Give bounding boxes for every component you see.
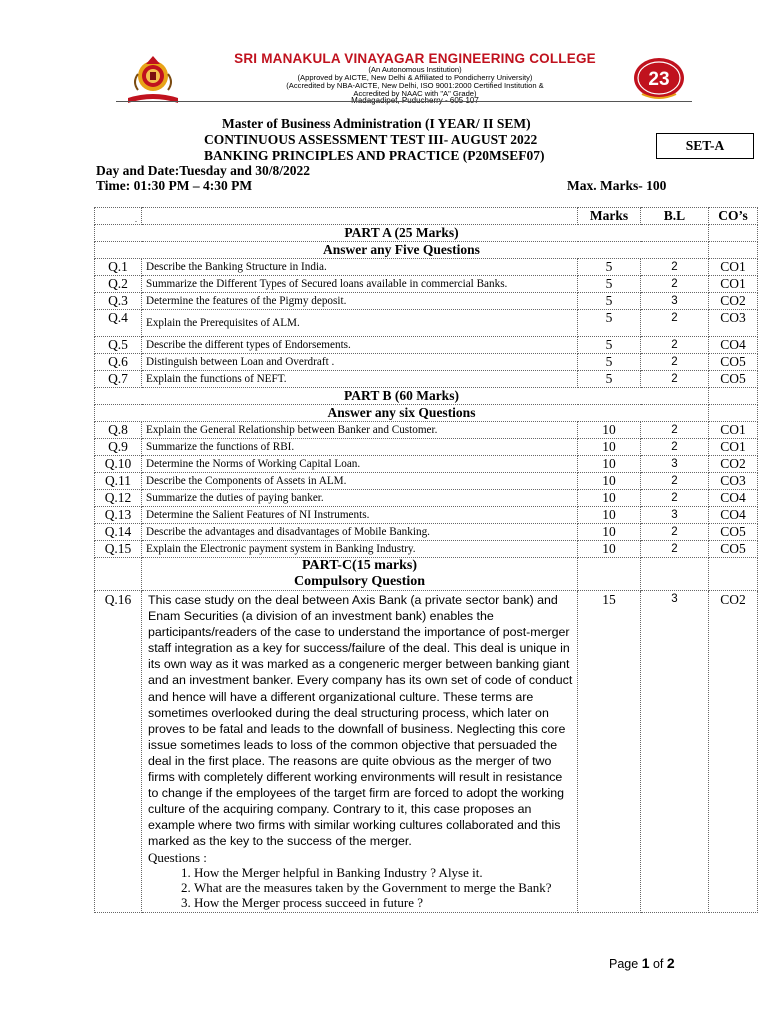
case-study-cell [142,591,578,913]
program-title: Master of Business Administration (I YEAR/ II SEM) [222,116,531,131]
table-row [95,259,758,276]
question-number: Q.15 [95,541,142,558]
table-row [95,507,758,524]
question-co: CO4 [709,337,758,354]
question-co: CO3 [709,473,758,490]
question-bl: 2 [641,524,709,541]
part-a-instruction-row [95,242,758,259]
question-marks: 15 [578,591,641,913]
question-number: Q.11 [95,473,142,490]
header-corner: . [95,208,142,225]
table-row [95,371,758,388]
question-bl: 3 [641,591,709,913]
question-text: Explain the Electronic payment system in Banking Industry. [142,541,578,558]
question-text: Describe the advantages and disadvantages of Mobile Banking. [142,524,578,541]
part-c-title: PART-C(15 marks) [301,558,417,573]
question-bl: 2 [641,276,709,293]
part-a-instruction: Answer any Five Questions [95,242,709,259]
question-table [94,207,758,913]
accreditation-line: (Accredited by NBA-AICTE, New Delhi, ISO 9001:2000 Certified Institution & [286,81,544,90]
question-text: Describe the Components of Assets in ALM. [142,473,578,490]
question-text: Determine the Norms of Working Capital Loan. [142,456,578,473]
question-marks: 10 [578,541,641,558]
day-date: Day and Date:Tuesday and 30/8/2022 [96,163,311,178]
approval-line: (Approved by AICTE, New Delhi & Affiliated to Pondicherry University) [297,73,533,82]
question-co: CO4 [709,490,758,507]
question-text: Explain the Prerequisites of ALM. [142,310,578,337]
anniversary-badge-icon [632,56,686,102]
table-row [95,422,758,439]
question-marks: 10 [578,473,641,490]
table-row [95,473,758,490]
list-item: 2. What are the measures taken by the Government to merge the Bank? [194,880,573,895]
question-text: Describe the different types of Endorsements. [142,337,578,354]
question-bl: 2 [641,371,709,388]
question-number: Q.7 [95,371,142,388]
question-number: Q.2 [95,276,142,293]
question-bl: 2 [641,337,709,354]
question-co: CO5 [709,524,758,541]
question-number: Q.6 [95,354,142,371]
question-text: Summarize the Different Types of Secured loans available in commercial Banks. [142,276,578,293]
question-co: CO3 [709,310,758,337]
table-row [95,524,758,541]
question-text: Summarize the duties of paying banker. [142,490,578,507]
part-c-title-row [95,558,758,591]
question-number: Q.16 [95,591,142,913]
question-marks: 5 [578,371,641,388]
question-co: CO5 [709,371,758,388]
question-text: Determine the features of the Pigmy deposit. [142,293,578,310]
question-marks: 10 [578,507,641,524]
naac-line: Accredited by NAAC with "A" Grade) [353,89,477,98]
part-b-title-row [95,388,758,405]
question-co: CO2 [709,591,758,913]
question-number: Q.8 [95,422,142,439]
case-study-row [95,591,758,913]
question-number: Q.13 [95,507,142,524]
table-row [95,490,758,507]
subject-title: BANKING PRINCIPLES AND PRACTICE (P20MSEF07) [204,148,545,163]
table-row [95,276,758,293]
part-b-instruction: Answer any six Questions [95,405,709,422]
part-c-instruction: Compulsory Question [293,574,426,589]
question-text: Distinguish between Loan and Overdraft . [142,354,578,371]
question-co: CO5 [709,354,758,371]
question-bl: 2 [641,490,709,507]
question-bl: 3 [641,293,709,310]
question-marks: 10 [578,422,641,439]
table-row [95,541,758,558]
question-bl: 2 [641,422,709,439]
question-number: Q.12 [95,490,142,507]
question-text: Explain the functions of NEFT. [142,371,578,388]
question-bl: 2 [641,541,709,558]
letterhead-divider [116,101,692,102]
page-number: Page 1 of 2 [609,955,675,971]
header-cos: CO’s [709,208,758,225]
question-number: Q.5 [95,337,142,354]
question-text: Explain the General Relationship between Banker and Customer. [142,422,578,439]
question-text: Determine the Salient Features of NI Instruments. [142,507,578,524]
set-label: SET-A [656,133,754,159]
question-number: Q.1 [95,259,142,276]
badge-number: 23 [648,69,670,90]
letterhead [116,50,692,106]
table-row [95,337,758,354]
question-number: Q.3 [95,293,142,310]
autonomous-line: (An Autonomous Institution) [368,65,462,74]
table-row [95,439,758,456]
questions-label: Questions : [148,849,207,865]
question-number: Q.14 [95,524,142,541]
question-co: CO4 [709,507,758,524]
college-emblem-icon [124,54,182,104]
header-bl: B.L [641,208,709,225]
question-marks: 10 [578,439,641,456]
sub-question-list [148,865,573,911]
question-text: Summarize the functions of RBI. [142,439,578,456]
question-text: Describe the Banking Structure in India. [142,259,578,276]
question-co: CO2 [709,293,758,310]
header-blank [142,208,578,225]
question-co: CO2 [709,456,758,473]
part-b-instruction-row [95,405,758,422]
question-marks: 10 [578,490,641,507]
question-bl: 3 [641,507,709,524]
question-marks: 5 [578,276,641,293]
question-number: Q.4 [95,310,142,337]
max-marks: Max. Marks- 100 [567,178,667,193]
part-c-heading [142,558,578,591]
question-co: CO1 [709,439,758,456]
question-co: CO1 [709,259,758,276]
test-title: CONTINUOUS ASSESSMENT TEST III- AUGUST 2022 [204,132,538,147]
question-marks: 5 [578,293,641,310]
question-marks: 10 [578,524,641,541]
header-marks: Marks [578,208,641,225]
table-row [95,354,758,371]
question-number: Q.10 [95,456,142,473]
question-marks: 10 [578,456,641,473]
question-marks: 5 [578,337,641,354]
list-item: 1. How the Merger helpful in Banking Industry ? Alyse it. [194,865,573,880]
question-bl: 2 [641,439,709,456]
question-bl: 3 [641,456,709,473]
question-number: Q.9 [95,439,142,456]
part-a-title: PART A (25 Marks) [95,225,709,242]
question-marks: 5 [578,259,641,276]
exam-time: Time: 01:30 PM – 4:30 PM [96,178,253,193]
table-row [95,293,758,310]
list-item: 3. How the Merger process succeed in future ? [194,895,573,910]
part-b-title: PART B (60 Marks) [95,388,709,405]
table-header-row [95,208,758,225]
question-bl: 2 [641,310,709,337]
question-co: CO1 [709,422,758,439]
table-row [95,456,758,473]
table-row [95,310,758,337]
question-bl: 2 [641,354,709,371]
question-marks: 5 [578,310,641,337]
question-bl: 2 [641,473,709,490]
question-co: CO1 [709,276,758,293]
case-study-text: This case study on the deal between Axis Bank (a private sector bank) and Enam Securities (a division of an investment bank) enables the participants/readers of the case to understand the importance of post-merger staff integration as a key for success/failure of the deal. This deal is unique in its own way as it was marked as a congeneric merger between banking giant and an investment banker. Every company has its own set of code of conduct and hence will have a different organizational culture. These terms are sometimes overlooked during the deal structuring process, which later on proves to be fatal and leads to the downfall of business. Neglecting this core issue sometimes leads to loss of the common objective that persuaded the deal in the first place. The reasons are quite obvious as the merger of two firms with completely different working environments will result in resistance to change if the employees of the target firm are forced to adopt the working culture of the acquiring company. Contrary to it, this case proposes an example where two firms with similar working cultures collaborated and this marked as the key to the success of the merger. [148,593,573,849]
college-name: SRI MANAKULA VINAYAGAR ENGINEERING COLLEGE [234,51,596,66]
question-co: CO5 [709,541,758,558]
part-a-title-row [95,225,758,242]
question-bl: 2 [641,259,709,276]
question-marks: 5 [578,354,641,371]
